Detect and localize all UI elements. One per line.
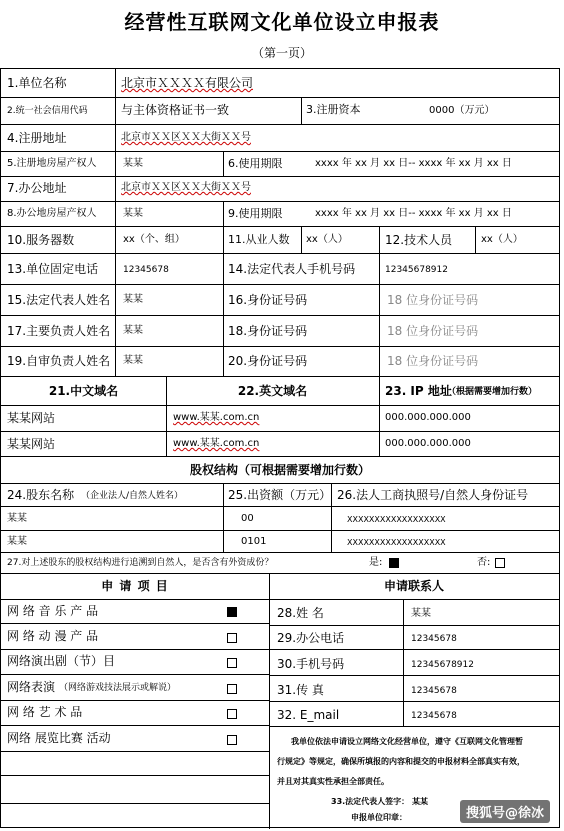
en-domain-1: www.某某.com.cn bbox=[173, 412, 260, 423]
shareholder-2-id: XXXXXXXXXXXXXXXXXX bbox=[347, 538, 446, 547]
registered-address-label: 4.注册地址 bbox=[7, 131, 67, 145]
fax-label: 31.传 真 bbox=[277, 683, 324, 697]
shareholder-2-amount: 0101 bbox=[241, 536, 267, 547]
ip-2: 000.000.000.000 bbox=[385, 438, 471, 449]
contact-name-label: 28.姓 名 bbox=[277, 606, 324, 620]
registered-owner-value: 某某 bbox=[123, 158, 143, 169]
email-label: 32. E_mail bbox=[277, 708, 340, 722]
reviewer-name-value: 某某 bbox=[123, 355, 143, 366]
landline-value: 12345678 bbox=[123, 265, 169, 275]
apply-item-performance-drama-checkbox[interactable] bbox=[227, 658, 237, 668]
page-indicator: （第一页） bbox=[251, 46, 312, 60]
cn-domain-header: 21.中文域名 bbox=[48, 384, 119, 398]
apply-item-live-performance: 网络表演 bbox=[7, 680, 56, 694]
apply-item-performance-drama: 网络演出剧（节）目 bbox=[7, 654, 116, 668]
usage-period-value: xxxx 年 xx 月 xx 日-- xxxx 年 xx 月 xx 日 bbox=[315, 158, 512, 169]
apply-item-artwork: 网 络 艺 术 品 bbox=[7, 705, 83, 719]
principal-name-label: 17.主要负责人姓名 bbox=[7, 324, 111, 338]
credit-code-label: 2.统一社会信用代码 bbox=[7, 106, 88, 116]
license-id-header: 26.法人工商执照号/自然人身份证号 bbox=[337, 488, 529, 502]
legal-rep-mobile-label: 14.法定代表人手机号码 bbox=[228, 262, 356, 276]
tech-staff-value: xx（人） bbox=[481, 234, 523, 245]
registered-capital-label: 3.注册资本 bbox=[306, 103, 361, 116]
applicant-seal: 申报单位印章： bbox=[351, 813, 407, 822]
usage-period-label: 6.使用期限 bbox=[228, 157, 283, 170]
apply-item-live-performance-checkbox[interactable] bbox=[227, 684, 237, 694]
staff-count-label: 11.从业人数 bbox=[228, 233, 290, 246]
office-usage-period-label: 9.使用期限 bbox=[228, 207, 283, 220]
en-domain-header: 22.英文域名 bbox=[237, 384, 308, 398]
contribution-header: 25.出资额（万元） bbox=[228, 488, 332, 502]
legal-rep-signature: 33.法定代表人签字： 某某 bbox=[331, 797, 428, 806]
en-domain-2: www.某某.com.cn bbox=[173, 438, 260, 449]
staff-count-value: xx（人） bbox=[306, 234, 348, 245]
apply-item-live-performance-note: （网络游戏技法展示或解说） bbox=[59, 683, 177, 693]
server-count-label: 10.服务器数 bbox=[7, 233, 75, 247]
mobile-label: 30.手机号码 bbox=[277, 657, 345, 671]
principal-name-value: 某某 bbox=[123, 325, 143, 336]
contact-name-value: 某某 bbox=[411, 608, 431, 619]
shareholder-name-header: 24.股东名称 bbox=[7, 488, 75, 502]
landline-label: 13.单位固定电话 bbox=[7, 262, 99, 276]
unit-name-value: 北京市ＸＸＸＸ有限公司 bbox=[121, 76, 254, 90]
office-address-label: 7.办公地址 bbox=[7, 181, 67, 195]
legal-rep-name-label: 15.法定代表人姓名 bbox=[7, 293, 111, 307]
office-phone-value: 12345678 bbox=[411, 634, 457, 644]
cn-domain-1: 某某网站 bbox=[7, 411, 56, 425]
apply-item-music: 网 络 音 乐 产 品 bbox=[7, 604, 99, 618]
email-value: 12345678 bbox=[411, 711, 457, 721]
unit-name-label: 1.单位名称 bbox=[7, 76, 67, 90]
cn-domain-2: 某某网站 bbox=[7, 437, 56, 451]
foreign-capital-no-label: 否: bbox=[477, 557, 491, 568]
principal-id-label: 18.身份证号码 bbox=[228, 324, 308, 338]
registered-owner-label: 5.注册地房屋产权人 bbox=[7, 158, 97, 169]
tech-staff-label: 12.技术人员 bbox=[385, 233, 453, 247]
registered-capital-value: 0000（万元） bbox=[429, 105, 495, 116]
apply-item-exhibition-checkbox[interactable] bbox=[227, 735, 237, 745]
apply-item-animation-checkbox[interactable] bbox=[227, 633, 237, 643]
office-phone-label: 29.办公电话 bbox=[277, 631, 345, 645]
apply-item-exhibition: 网络 展览比赛 活动 bbox=[7, 731, 111, 745]
office-address-value: 北京市ＸＸ区ＸＸ大街ＸＸ号 bbox=[121, 182, 251, 193]
reviewer-name-label: 19.自审负责人姓名 bbox=[7, 354, 111, 368]
legal-rep-id-label: 16.身份证号码 bbox=[228, 293, 308, 307]
ip-1: 000.000.000.000 bbox=[385, 412, 471, 423]
foreign-capital-yes-label: 是: bbox=[369, 557, 383, 568]
apply-items-header: 申 请 项 目 bbox=[101, 579, 169, 593]
foreign-capital-no-checkbox[interactable] bbox=[495, 558, 505, 568]
reviewer-id-value: 18 位身份证号码 bbox=[387, 354, 479, 368]
office-owner-value: 某某 bbox=[123, 208, 143, 219]
watermark: 搜狐号@徐冰 bbox=[460, 800, 550, 823]
shareholder-1-id: XXXXXXXXXXXXXXXXXX bbox=[347, 515, 446, 524]
shareholder-2-name: 某某 bbox=[7, 536, 27, 547]
apply-item-music-checkbox[interactable] bbox=[227, 607, 237, 617]
credit-code-value: 与主体资格证书一致 bbox=[121, 103, 230, 117]
foreign-capital-yes-checkbox[interactable] bbox=[389, 558, 399, 568]
foreign-capital-question: 27.对上述股东的股权结构进行追溯到自然人，是否含有外资成份？ bbox=[7, 558, 274, 568]
fax-value: 12345678 bbox=[411, 686, 457, 696]
contact-person-header: 申请联系人 bbox=[383, 579, 444, 593]
declaration-line-3: 并且对其真实性承担全部责任。 bbox=[277, 777, 389, 786]
office-usage-period-value: xxxx 年 xx 月 xx 日-- xxxx 年 xx 月 xx 日 bbox=[315, 208, 512, 219]
registered-address-value: 北京市ＸＸ区ＸＸ大街ＸＸ号 bbox=[121, 132, 251, 143]
office-owner-label: 8.办公地房屋产权人 bbox=[7, 208, 97, 219]
ip-header: 23. IP 地址 bbox=[385, 384, 452, 398]
apply-item-artwork-checkbox[interactable] bbox=[227, 709, 237, 719]
legal-rep-name-value: 某某 bbox=[123, 294, 143, 305]
server-count-value: xx（个、组） bbox=[123, 234, 185, 245]
application-form bbox=[0, 68, 560, 828]
mobile-value: 12345678912 bbox=[411, 660, 474, 670]
equity-section-title: 股权结构（可根据需要增加行数） bbox=[189, 463, 370, 477]
apply-item-animation: 网 络 动 漫 产 品 bbox=[7, 629, 99, 643]
legal-rep-mobile-value: 12345678912 bbox=[385, 265, 448, 275]
ip-header-note: （根据需要增加行数） bbox=[447, 387, 538, 397]
principal-id-value: 18 位身份证号码 bbox=[387, 324, 479, 338]
shareholder-1-amount: 00 bbox=[241, 513, 254, 524]
form-title: 经营性互联网文化单位设立申报表 bbox=[124, 10, 440, 34]
declaration-line-1: 我单位依法申请设立网络文化经营单位，遵守《互联网文化管理暂 bbox=[291, 737, 523, 746]
legal-rep-id-value: 18 位身份证号码 bbox=[387, 293, 479, 307]
reviewer-id-label: 20.身份证号码 bbox=[228, 354, 308, 368]
shareholder-1-name: 某某 bbox=[7, 513, 27, 524]
declaration-line-2: 行规定》等规定，确保所填报的内容和提交的申报材料全部真实有效， bbox=[277, 757, 525, 766]
shareholder-name-note: （企业法人/自然人姓名） bbox=[81, 491, 184, 501]
